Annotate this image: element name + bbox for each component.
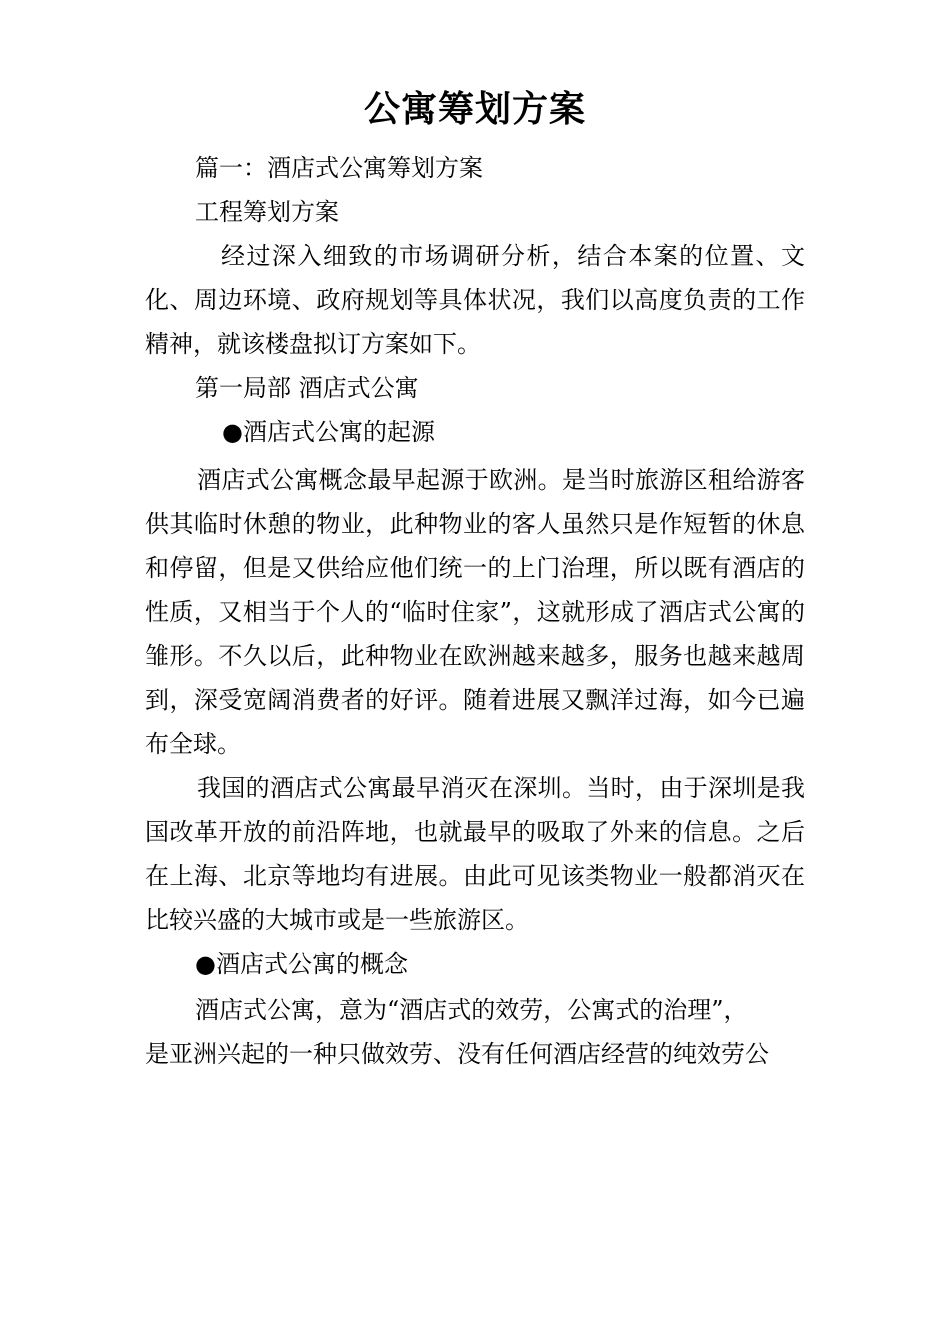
intro-paragraph: 经过深入细致的市场调研分析，结合本案的位置、文化、周边环境、政府规划等具体状况，我们以高度负责的工作精神，就该楼盘拟订方案如下。 [145, 242, 805, 358]
origin-paragraph-1: 酒店式公寓概念最早起源于欧洲。是当时旅游区租给游客供其临时休憩的物业，此种物业的客人虽然只是作短暂的休息和停留，但是又供给应他们统一的上门治理，所以既有酒店的性质，又相当于个人的“临时住家”，这就形成了酒店式公寓的雏形。不久以后，此种物业在欧洲越来越多，服务也越来越周到，深受宽阔消费者的好评。随着进展又飘洋过海，如今已遍布全球。 [145, 466, 805, 758]
concept-line-2: 是亚洲兴起的一种只做效劳、没有任何酒店经营的纯效劳公 [145, 1040, 769, 1068]
subtitle-article-one: 篇一：酒店式公寓筹划方案 [195, 154, 483, 182]
concept-line-1: 酒店式公寓，意为“酒店式的效劳，公寓式的治理”， [195, 996, 748, 1024]
section-heading-origin: ●酒店式公寓的起源 [222, 418, 435, 446]
part-heading: 第一局部 酒店式公寓 [195, 374, 419, 402]
subtitle-project-plan: 工程筹划方案 [195, 198, 339, 226]
document-title: 公寓筹划方案 [363, 88, 586, 130]
section-heading-concept: ●酒店式公寓的概念 [195, 950, 408, 978]
origin-paragraph-2: 我国的酒店式公寓最早消灭在深圳。当时，由于深圳是我国改革开放的前沿阵地，也就最早的吸取了外来的信息。之后在上海、北京等地均有进展。由此可见该类物业一般都消灭在比较兴盛的大城市或是一些旅游区。 [145, 774, 805, 934]
